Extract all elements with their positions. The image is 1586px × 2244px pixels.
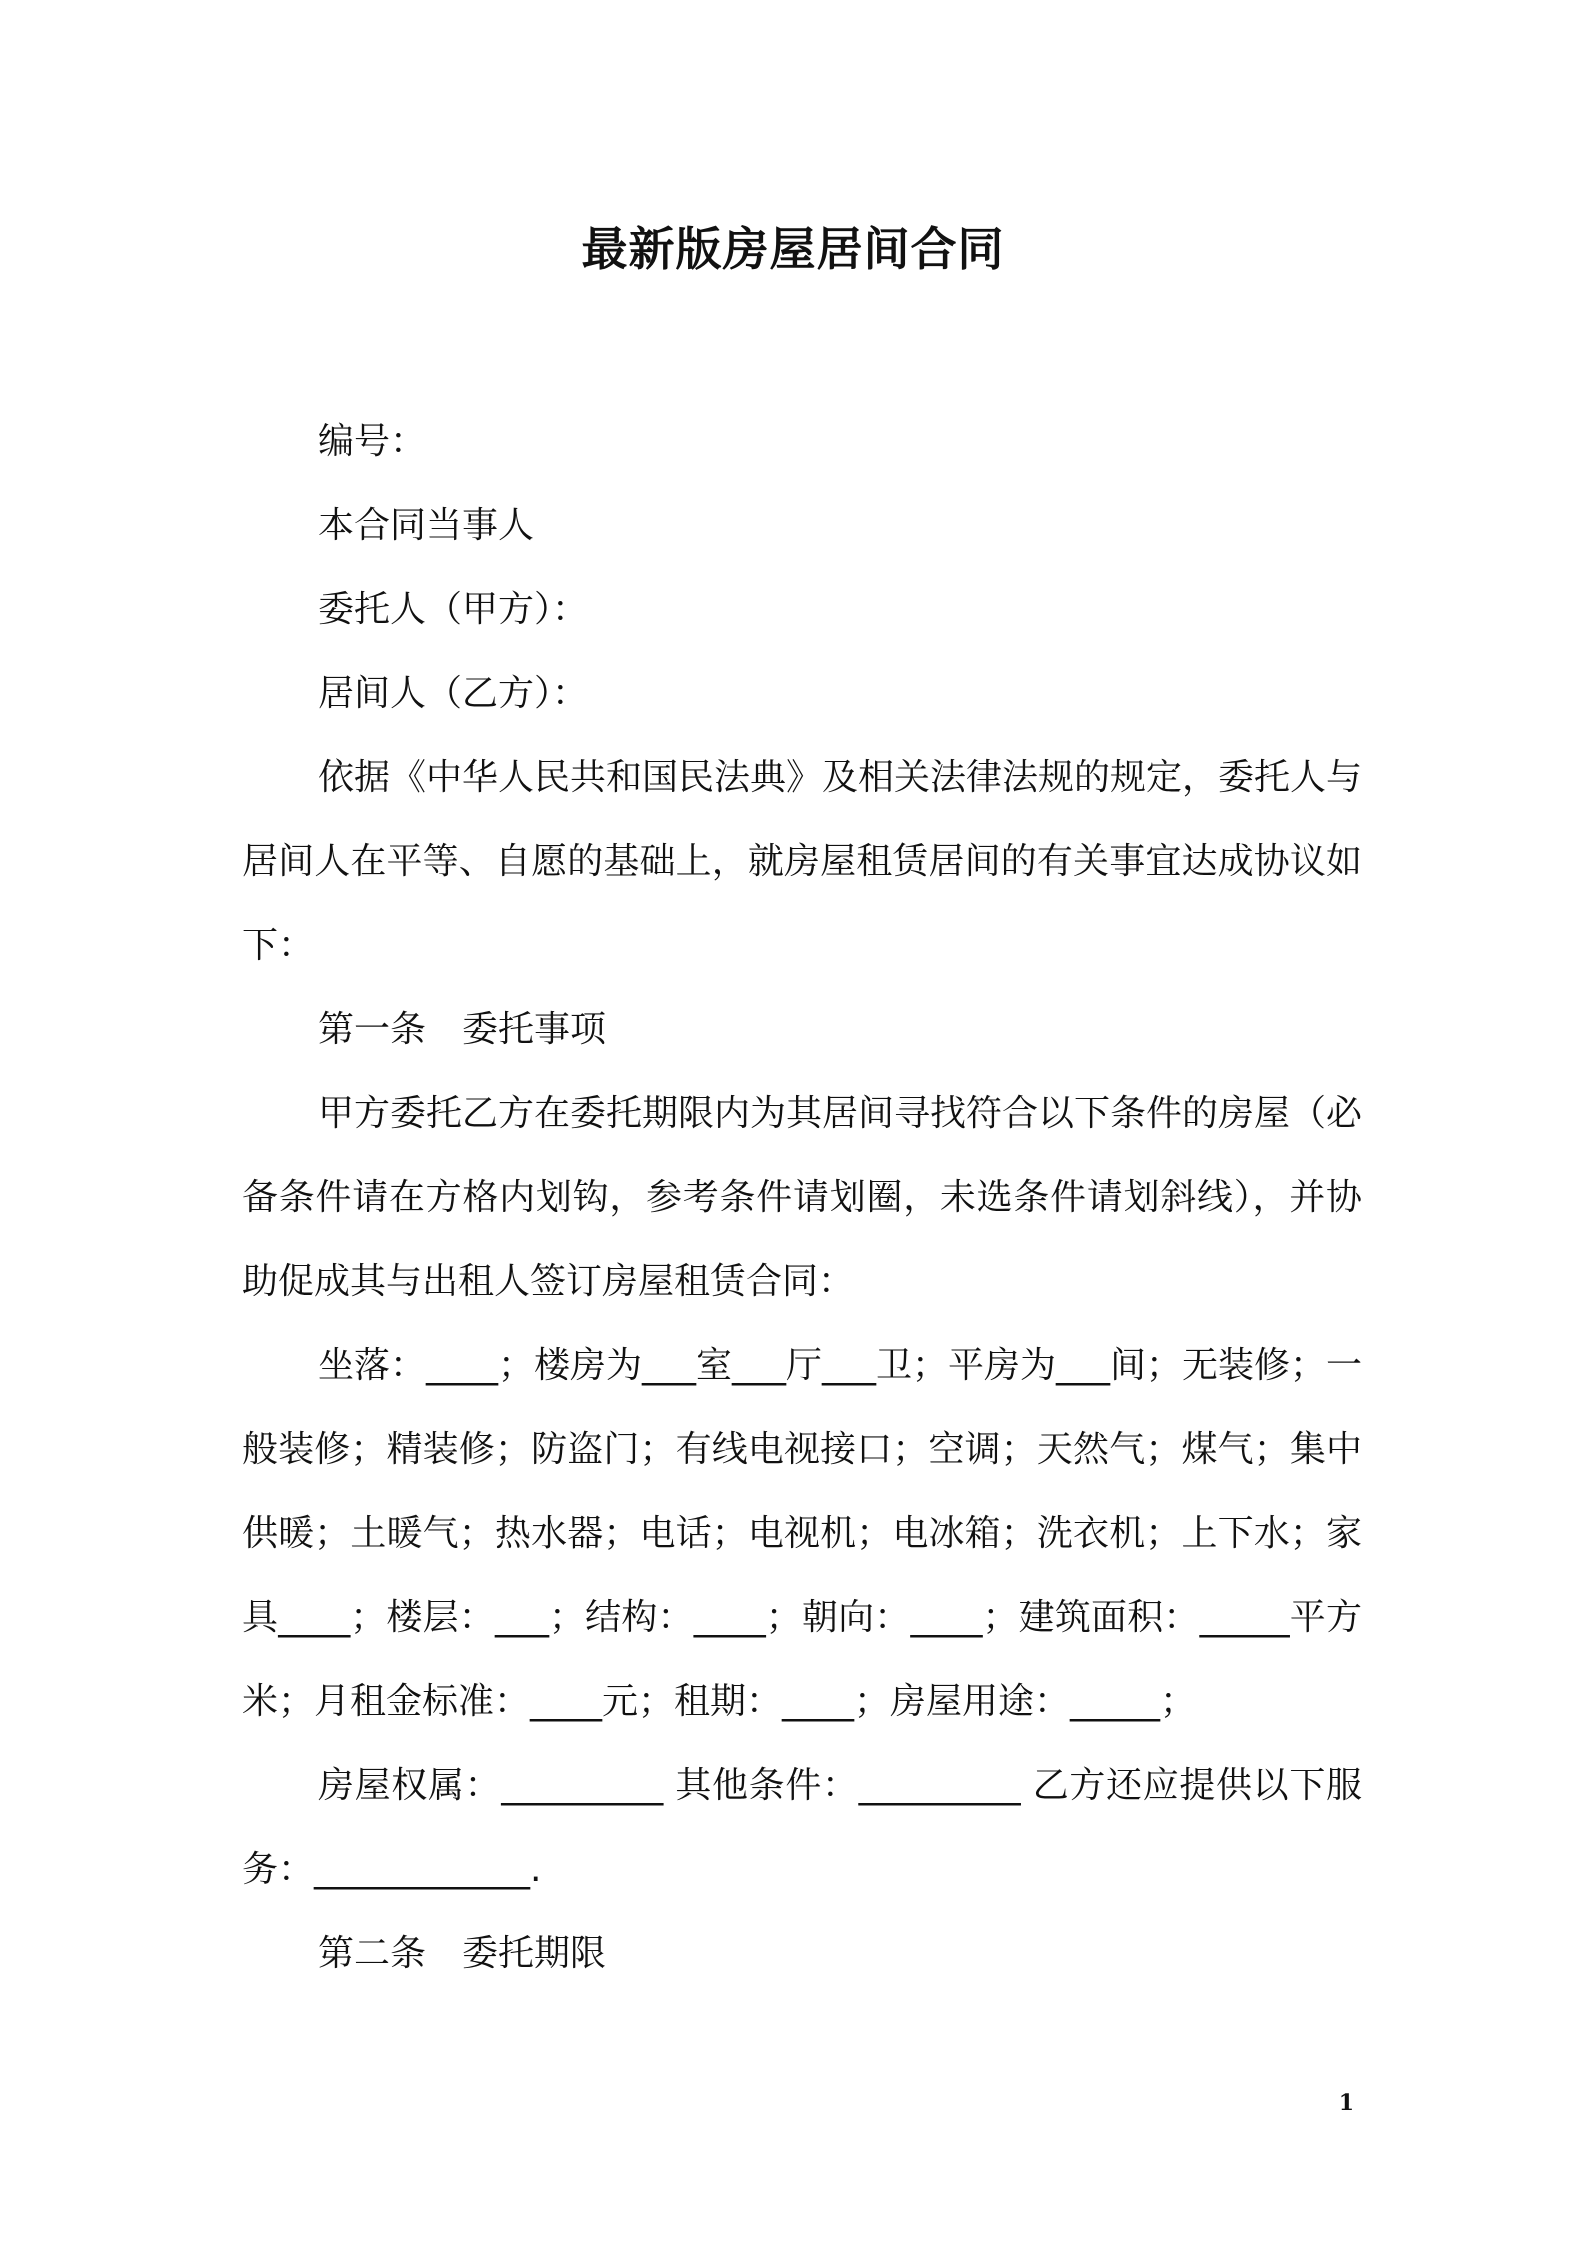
page-number: 1 [1338,2090,1354,2116]
commission-paragraph: 甲方委托乙方在委托期限内为其居间寻找符合以下条件的房屋（必备条件请在方格内划钩，参考条件请划圈，未选条件请划斜线），并协助促成其与出租人签订房屋租赁合同： [242,1093,1363,1302]
document-title: 最新版房屋居间合同 [581,222,1005,276]
intermediary-party-line: 居间人（乙方）： [318,673,589,714]
contract-number-label: 编号： [318,421,427,462]
ownership-and-services-paragraph: 房屋权属：_________ 其他条件：_________ 乙方还应提供以下服务：____________. [242,1765,1362,1890]
article-two-heading: 第二条 委托期限 [318,1933,607,1974]
legal-basis-paragraph: 依据《中华人民共和国民法典》及相关法律法规的规定，委托人与居间人在平等、自愿的基础上，就房屋租赁居间的有关事宜达成协议如下： [242,757,1363,966]
parties-heading: 本合同当事人 [318,505,535,546]
principal-party-line: 委托人（甲方）： [318,589,589,630]
property-conditions-paragraph: 坐落：____；楼房为___室___厅___卫；平房为___间；无装修；一般装修；精装修；防盗门；有线电视接口；空调；天然气；煤气；集中供暖；土暖气；热水器；电话；电视机；电冰箱；洗衣机；上下水；家具____；楼层：___；结构：____；朝向：____；建筑面积：_____平方米；月租金标准：____元；租期：____；房屋用途：_____； [242,1345,1363,1722]
document-body [242,400,1362,1996]
article-one-heading: 第一条 委托事项 [318,1009,607,1050]
